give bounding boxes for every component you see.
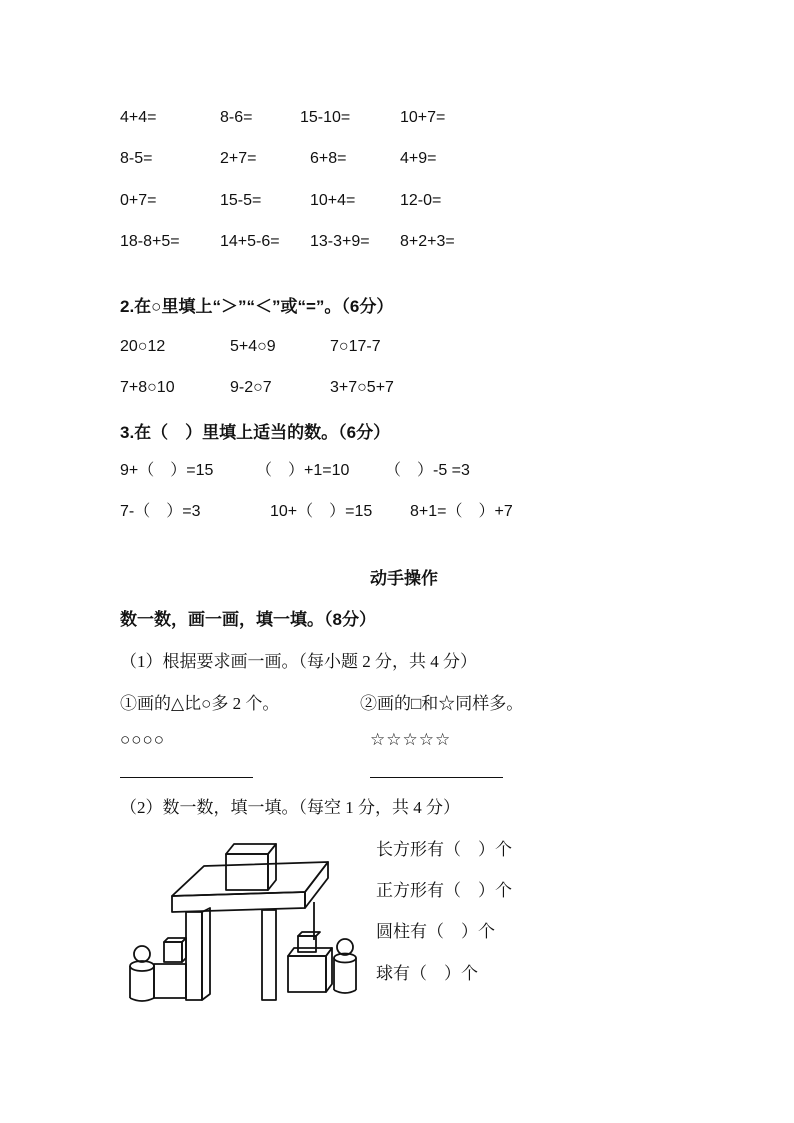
calc-row-1-item-4: 10+7= — [400, 109, 446, 126]
right-box — [288, 932, 332, 992]
calc-row-3-item-3: 10+4= — [310, 192, 356, 209]
section-4-title: 数一数，画一画，填一填。（8分） — [120, 610, 376, 629]
fill-item: 9+（ ）=15 — [120, 462, 214, 479]
calc-row-2-item-2: 2+7= — [220, 150, 257, 167]
calc-row-3-item-4: 12-0= — [400, 192, 442, 209]
calc-row-4-item-1: 18-8+5= — [120, 233, 180, 250]
compare-item: 9-2○7 — [230, 379, 272, 396]
compare-item: 7○17-7 — [330, 338, 381, 355]
calc-row-2-item-3: 6+8= — [310, 150, 347, 167]
right-cylinder — [334, 939, 356, 993]
part-2-title: （2）数一数，填一填。（每空 1 分，共 4 分） — [120, 798, 460, 817]
calc-row-1-item-3: 15-10= — [300, 109, 351, 126]
top-cube — [226, 844, 276, 890]
section-2-title: 2.在○里填上“＞”“＜”或“=”。（6分） — [120, 297, 394, 316]
table-top — [172, 862, 328, 912]
answer-line-2[interactable] — [370, 777, 503, 778]
count-spheres: 球有（ ）个 — [376, 964, 478, 983]
stars-row: ☆☆☆☆☆ — [370, 730, 452, 749]
left-leg — [186, 908, 210, 1000]
count-rectangles: 长方形有（ ）个 — [376, 840, 512, 859]
fill-item: 8+1=（ ）+7 — [410, 503, 513, 520]
calc-row-3-item-1: 0+7= — [120, 192, 157, 209]
section-heading: 动手操作 — [370, 569, 438, 588]
calc-row-4-item-4: 8+2+3= — [400, 233, 455, 250]
calc-row-1-item-1: 4+4= — [120, 109, 157, 126]
circles-row: ○○○○ — [120, 730, 166, 749]
calc-row-4-item-2: 14+5-6= — [220, 233, 280, 250]
count-squares: 正方形有（ ）个 — [376, 881, 512, 900]
calc-row-2-item-1: 8-5= — [120, 150, 153, 167]
question-2: ②画的□和☆同样多。 — [360, 694, 524, 713]
fill-item: 10+（ ）=15 — [270, 503, 373, 520]
part-1-title: （1）根据要求画一画。（每小题 2 分，共 4 分） — [120, 652, 477, 671]
blocks-drawing — [120, 832, 365, 1008]
compare-item: 5+4○9 — [230, 338, 276, 355]
fill-item: （ ）-5 =3 — [385, 462, 470, 479]
section-3-title: 3.在（ ）里填上适当的数。（6分） — [120, 423, 391, 442]
compare-item: 3+7○5+7 — [330, 379, 394, 396]
question-1: ①画的△比○多 2 个。 — [120, 694, 280, 713]
count-cylinders: 圆柱有（ ）个 — [376, 922, 495, 941]
left-box — [154, 938, 186, 998]
middle-leg — [262, 910, 276, 1000]
left-cylinder — [130, 946, 154, 1001]
fill-item: 7-（ ）=3 — [120, 503, 201, 520]
calc-row-2-item-4: 4+9= — [400, 150, 437, 167]
fill-item: （ ）+1=10 — [256, 462, 350, 479]
calc-row-4-item-3: 13-3+9= — [310, 233, 370, 250]
answer-line-1[interactable] — [120, 777, 253, 778]
compare-item: 7+8○10 — [120, 379, 175, 396]
calc-row-1-item-2: 8-6= — [220, 109, 253, 126]
calc-row-3-item-2: 15-5= — [220, 192, 262, 209]
compare-item: 20○12 — [120, 338, 166, 355]
